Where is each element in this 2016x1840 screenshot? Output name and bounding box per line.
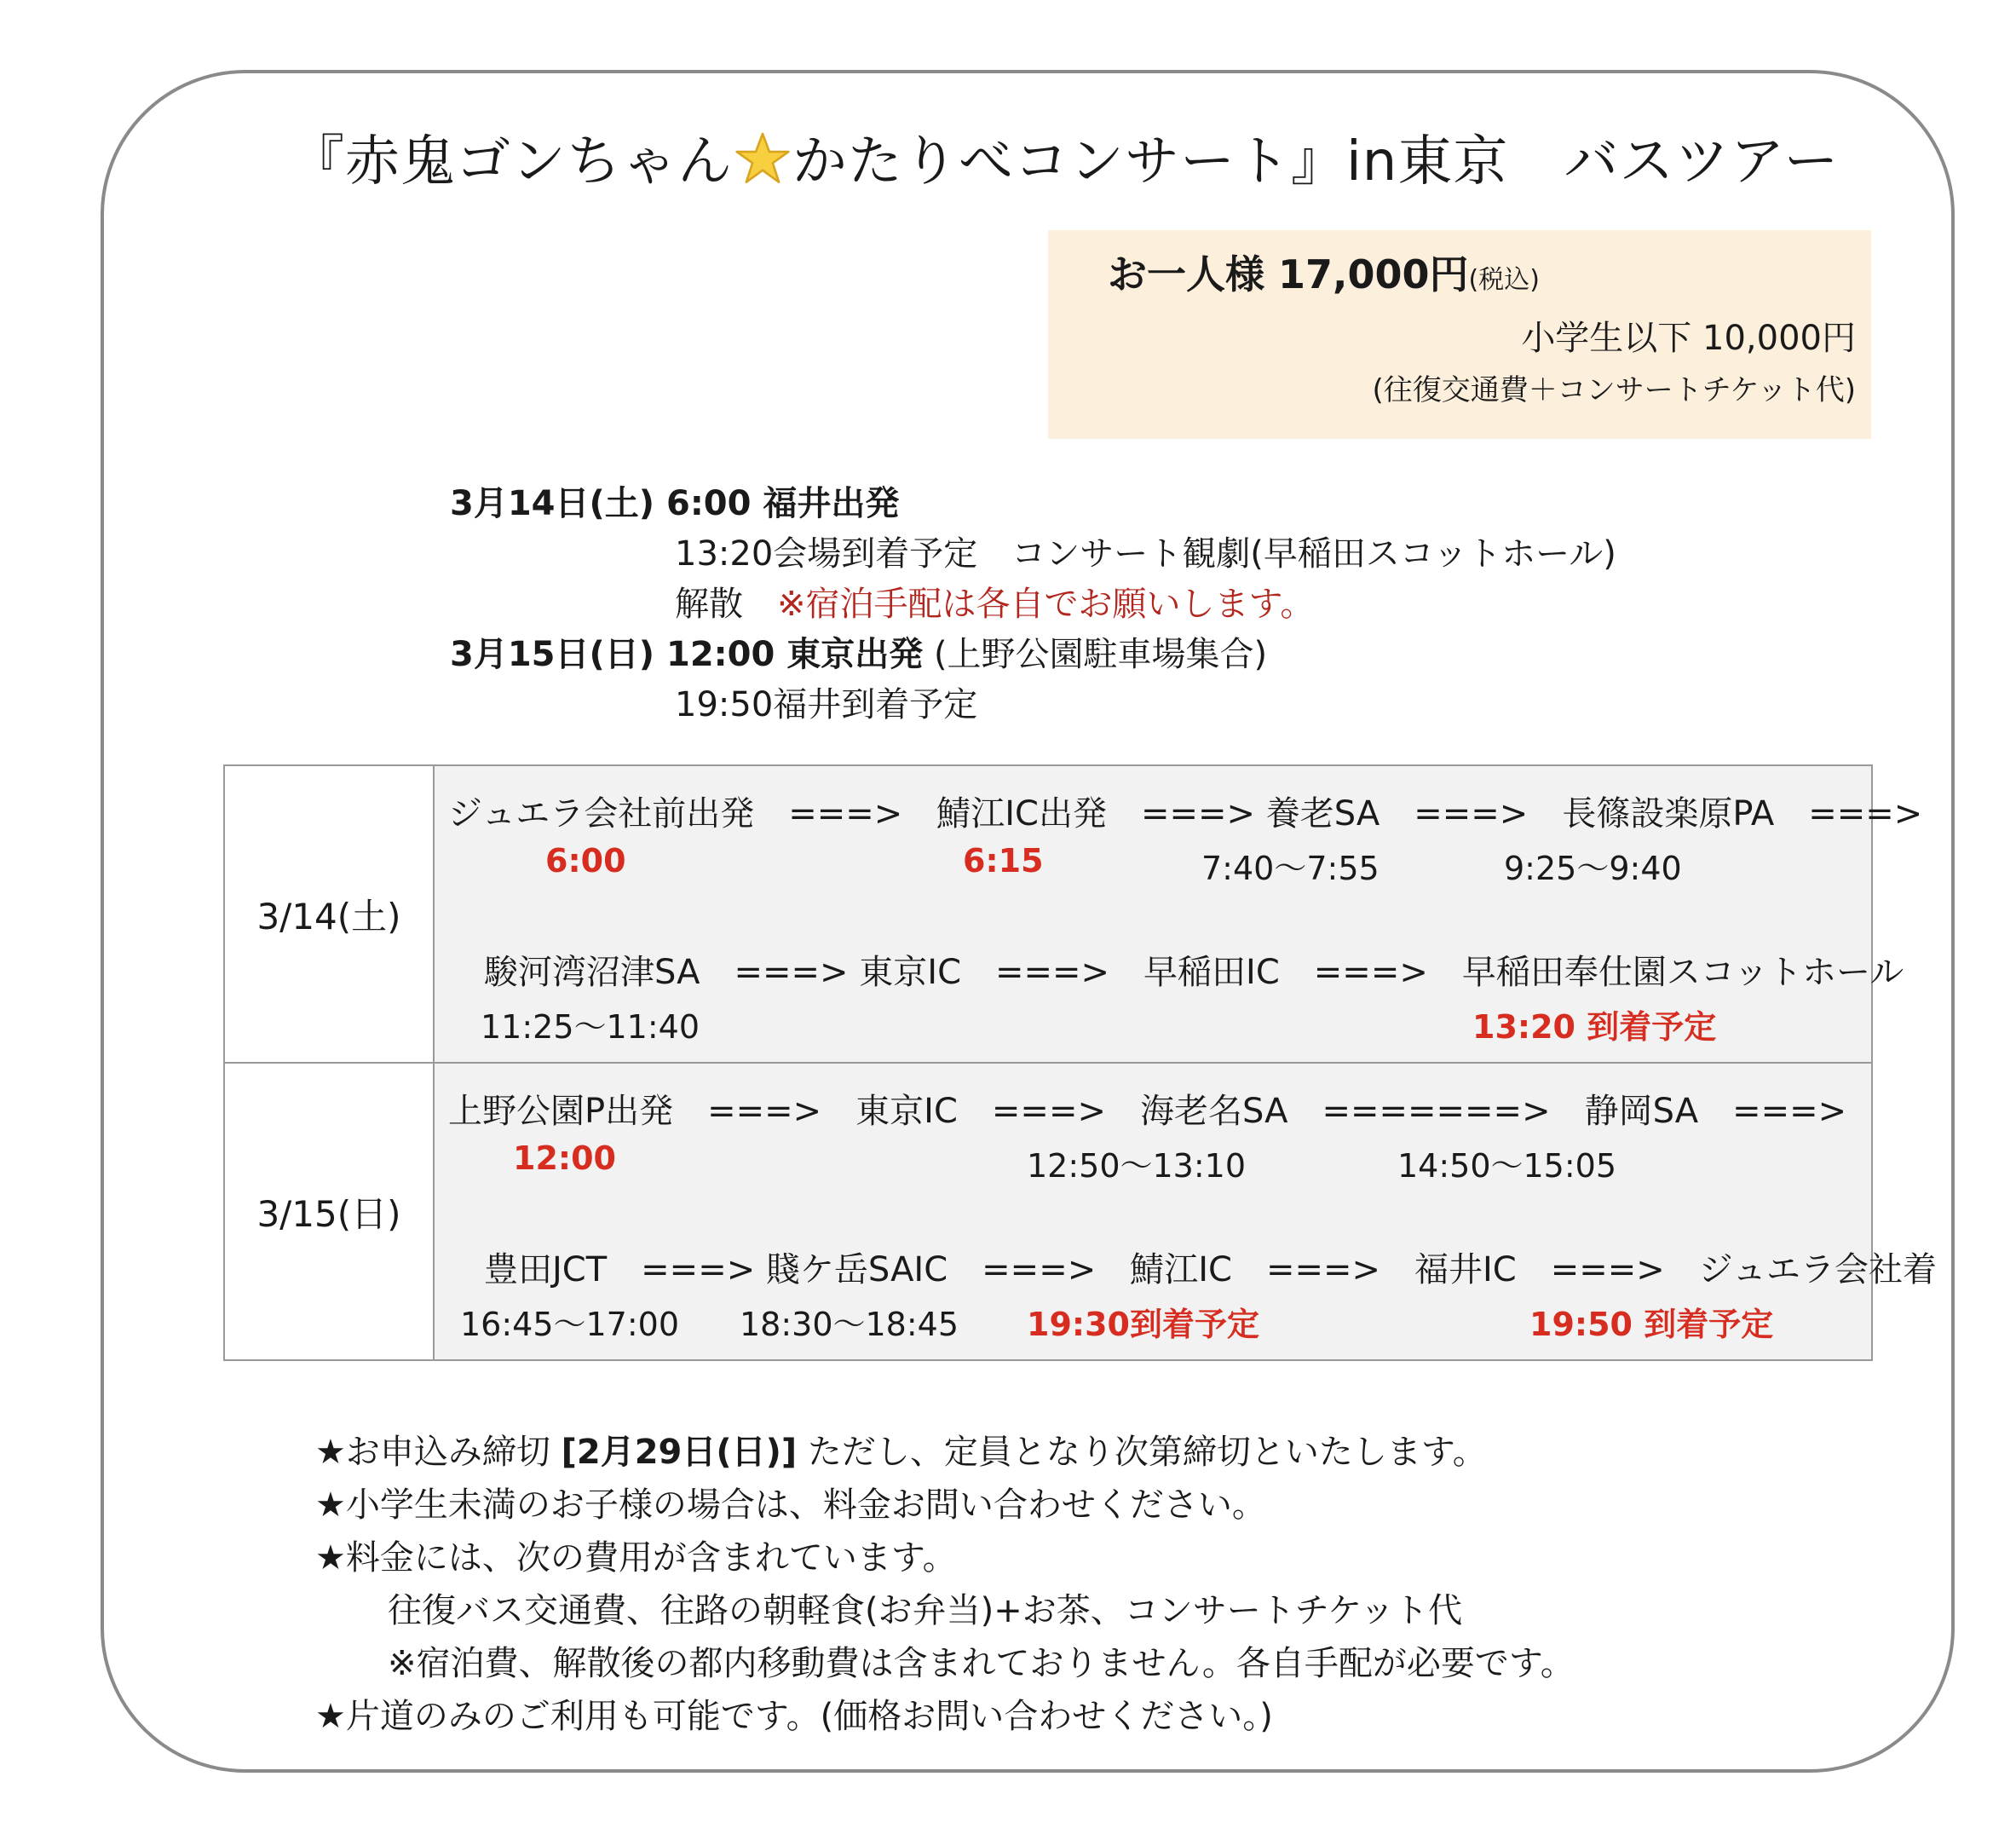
day1-label: 3/14(土): [224, 765, 434, 1063]
price-includes: (往復交通費＋コンサートチケット代): [1372, 373, 1856, 407]
day1-heading: 3月14日(土) 6:00 福井出発: [450, 484, 900, 523]
day1-time-3: 7:40〜7:55: [1201, 850, 1380, 887]
page-title: [290, 119, 1839, 205]
day2-time-2: 12:50〜13:10: [1027, 1147, 1247, 1185]
note-one-way: ★片道のみのご利用も可能です。(価格お問い合わせください。): [315, 1697, 1273, 1736]
note-deadline-c: ただし、定員となり次第締切といたします。: [797, 1433, 1487, 1472]
day2-route-2: 豊田JCT ===> 賤ケ岳SAIC ===> 鯖江IC ===> 福井IC ===> ジュエラ会社着: [484, 1250, 1937, 1289]
star-icon: [734, 130, 791, 187]
day2-label: 3/15(日): [224, 1063, 434, 1360]
route-row-day2: [224, 1063, 1872, 1360]
note-included-head: ★料金には、次の費用が含まれています。: [315, 1538, 957, 1578]
day1-time-1: 6:00: [545, 842, 626, 880]
child-price: 小学生以下 10,000円: [1521, 319, 1856, 358]
title-part-2: かたりべコンサート』in東京 バスツアー: [792, 130, 1840, 193]
day2-time-4: 16:45〜17:00: [460, 1306, 680, 1343]
day1-time-2: 6:15: [963, 842, 1044, 880]
day2-heading: [450, 630, 1267, 679]
day2-route-1: 上野公園P出発 ===> 東京IC ===> 海老名SA =======> 静岡SA ===>: [448, 1092, 1847, 1131]
day2-meeting-point: (上野公園駐車場集合): [933, 635, 1268, 674]
note-deadline-date: [2月29日(日)]: [561, 1433, 798, 1472]
day2-line2: 19:50福井到着予定: [675, 685, 978, 724]
day1-route-cell: [434, 765, 1923, 1063]
route-row-day1: [224, 765, 1872, 1063]
day1-route-2: 駿河湾沼津SA ===> 東京IC ===> 早稲田IC ===> 早稲田奉仕園スコットホール: [484, 953, 1904, 992]
route-table: [223, 764, 1937, 1361]
day2-time-6: 19:30到着予定: [1027, 1306, 1259, 1343]
note-deadline-a: ★お申込み締切: [315, 1433, 562, 1472]
title-part-1: 『赤鬼ゴンちゃん: [290, 130, 733, 193]
note-children: ★小学生未満のお子様の場合は、料金お問い合わせください。: [315, 1485, 1266, 1525]
day2-route-cell: [434, 1063, 1937, 1360]
day2-time-5: 18:30〜18:45: [740, 1306, 959, 1343]
day2-time-1: 12:00: [513, 1139, 616, 1177]
lodging-note: ※宿泊手配は各自でお願いします。: [777, 585, 1315, 624]
day1-line2: 13:20会場到着予定 コンサート観劇(早稲田スコットホール): [675, 534, 1616, 574]
day1-time-4: 9:25〜9:40: [1504, 850, 1682, 887]
adult-price: [1108, 244, 1540, 300]
note-deadline: [315, 1425, 1487, 1474]
day2-time-3: 14:50〜15:05: [1397, 1147, 1617, 1185]
adult-price-label: お一人様 17,000円: [1108, 251, 1469, 297]
note-included-items: 往復バス交通費、往路の朝軽食(お弁当)+お茶、コンサートチケット代: [388, 1591, 1463, 1630]
day2-time-7: 19:50 到着予定: [1529, 1306, 1774, 1343]
note-excluded: ※宿泊費、解散後の都内移動費は含まれておりません。各自手配が必要です。: [388, 1644, 1575, 1683]
day1-time-6: 13:20 到着予定: [1472, 1008, 1717, 1046]
tax-note: (税込): [1468, 265, 1540, 295]
day1-line3: [675, 580, 1314, 629]
day1-time-5: 11:25〜11:40: [481, 1008, 700, 1046]
dismiss-label: 解散: [675, 585, 743, 624]
day1-route-1: ジュエラ会社前出発 ===> 鯖江IC出発 ===> 養老SA ===> 長篠設楽原PA ===>: [448, 794, 1923, 833]
day2-heading-main: 3月15日(日) 12:00 東京出発: [450, 635, 924, 674]
